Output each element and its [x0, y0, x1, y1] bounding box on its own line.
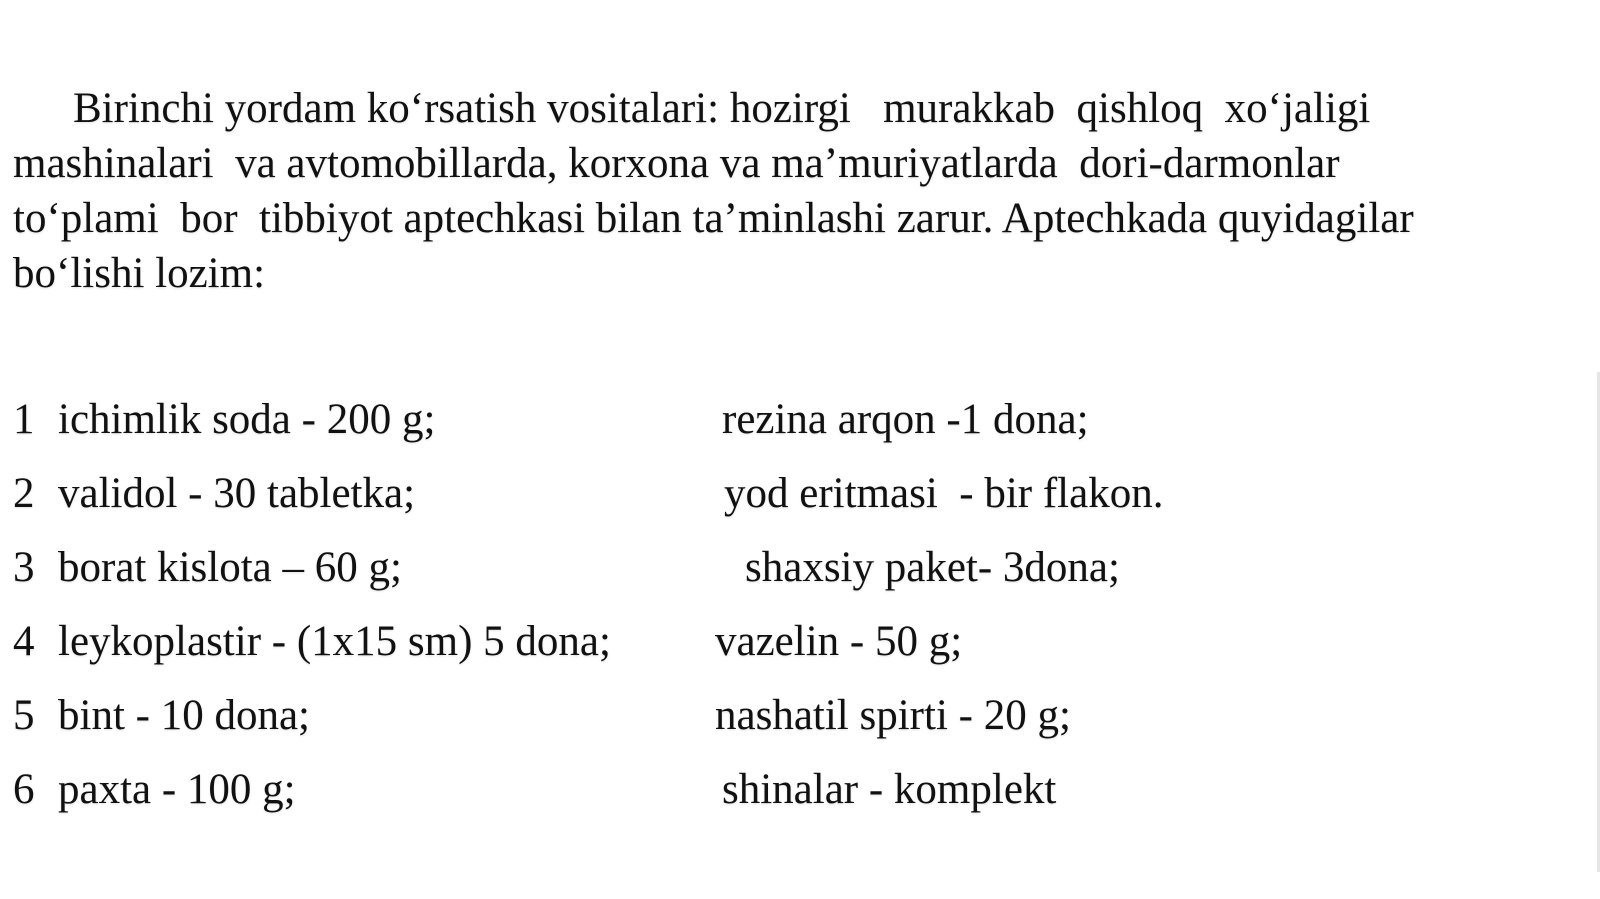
left-item-1: ichimlik soda - 200 g; [58, 396, 436, 443]
list-number-1: 1 [13, 396, 35, 443]
left-item-5: bint - 10 dona; [58, 692, 310, 739]
list-number-3: 3 [13, 544, 35, 591]
right-item-6: shinalar - komplekt [722, 766, 1057, 813]
list-number-4: 4 [13, 618, 35, 665]
left-item-6: paxta - 100 g; [58, 766, 296, 813]
right-item-3: shaxsiy paket- 3dona; [745, 544, 1120, 591]
list-number-2: 2 [13, 470, 35, 517]
left-item-3: borat kislota – 60 g; [58, 544, 402, 591]
left-item-2: validol - 30 tabletka; [58, 470, 416, 517]
intro-line-4: bo‘lishi lozim: [13, 250, 266, 297]
intro-line-1: Birinchi yordam ko‘rsatish vositalari: hozirgi murakkab qishloq xo‘jaligi [73, 85, 1371, 132]
list-number-6: 6 [13, 766, 35, 813]
left-item-4: leykoplastir - (1x15 sm) 5 dona; [58, 618, 611, 665]
right-item-4: vazelin - 50 g; [715, 618, 963, 665]
intro-line-2: mashinalari va avtomobillarda, korxona va ma’muriyatlarda dori-darmonlar [13, 140, 1340, 187]
right-item-2: yod eritmasi - bir flakon. [724, 470, 1164, 517]
right-item-5: nashatil spirti - 20 g; [715, 692, 1071, 739]
right-item-1: rezina arqon -1 dona; [722, 396, 1089, 443]
intro-line-3: to‘plami bor tibbiyot aptechkasi bilan ta’minlashi zarur. Aptechkada quyidagilar [13, 195, 1414, 242]
list-number-5: 5 [13, 692, 35, 739]
